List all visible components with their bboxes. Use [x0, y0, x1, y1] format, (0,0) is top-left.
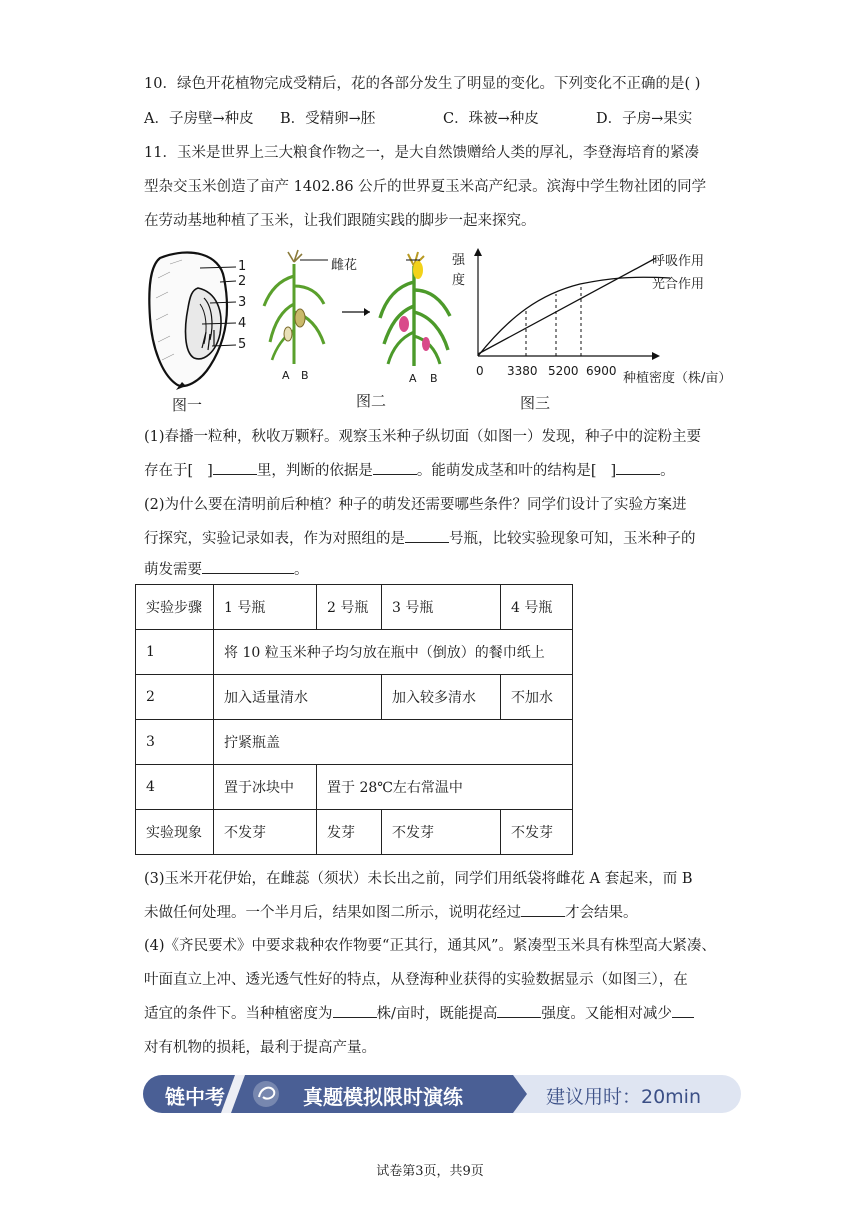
fig1-label-5: 5: [238, 337, 247, 352]
table-row: [136, 675, 573, 720]
fig1-label-4: 4: [238, 316, 247, 331]
fig3-curve-respiration: 呼吸作用: [652, 254, 705, 269]
p1-text-a: 存在于[: [144, 463, 194, 479]
table-cell: 不加水: [501, 675, 573, 720]
q10-option-b: B．受精卵→胚: [280, 111, 376, 127]
p4-blank-2[interactable]: [497, 1017, 541, 1018]
experiment-table: [135, 584, 573, 855]
table-cell: 置于 28℃左右常温中: [317, 765, 573, 810]
table-row: [136, 585, 573, 630]
p4-line-2: 叶面直立上冲、透光透气性好的特点，从登海种业获得的实验数据显示（如图三），在: [144, 972, 688, 988]
fig1-label-2: 2: [238, 274, 247, 289]
table-cell: 不发芽: [501, 810, 573, 855]
table-cell: 4: [136, 765, 214, 810]
table-cell: 加入较多清水: [382, 675, 501, 720]
table-cell: 不发芽: [214, 810, 317, 855]
fig2-label-a-left: A: [282, 369, 290, 382]
q10-option-c: C．珠被→种皮: [443, 111, 539, 127]
p4-line-4: 对有机物的损耗，最利于提高产量。: [144, 1040, 376, 1056]
table-cell: 不发芽: [382, 810, 501, 855]
q11-intro-line-2: 型杂交玉米创造了亩产 1402.86 公斤的世界夏玉米高产纪录。滨海中学生物社团的同学: [144, 179, 707, 195]
q10-stem: 10．绿色开花植物完成受精后，花的各部分发生了明显的变化。下列变化不正确的是( ): [144, 76, 701, 92]
fig2-flower-label: 雌花: [331, 258, 358, 273]
fig3-origin: 0: [476, 364, 484, 378]
p2-blank-1[interactable]: [405, 542, 449, 543]
p3-line-1: (3)玉米开花伊始，在雌蕊（须状）未长出之前，同学们用纸袋将雌花 A 套起来，而 B: [144, 871, 693, 887]
p1-text-e: ]: [610, 463, 617, 479]
banner-right-text: 建议用时：20min: [546, 1086, 702, 1108]
fig3-ylabel-1: 强: [452, 253, 466, 268]
p3-text-b: 才会结果。: [565, 905, 638, 921]
p4-blank-3[interactable]: [672, 1017, 694, 1018]
table-cell: 2 号瓶: [317, 585, 382, 630]
p2-text-a: 行探究，实验记录如表，作为对照组的是: [144, 531, 405, 547]
p1-text-d: 。能萌发成茎和叶的结构是[: [416, 463, 597, 479]
fig3-xlabel: 种植密度（株/亩）: [623, 371, 732, 386]
table-row: [136, 630, 573, 675]
fig2-caption: 图二: [356, 392, 387, 410]
p3-line-2: [144, 901, 638, 922]
fig3-tick-3380: 3380: [507, 364, 538, 378]
p2-line-2: [144, 527, 696, 548]
fig2-label-a-right: A: [409, 372, 417, 385]
banner-left-text: 链中考: [165, 1085, 225, 1109]
p3-blank-1[interactable]: [521, 916, 565, 917]
table-cell: 4 号瓶: [501, 585, 573, 630]
q11-intro-line-3: 在劳动基地种植了玉米，让我们跟随实践的脚步一起来探究。: [144, 213, 536, 229]
q10-option-a: A．子房壁→种皮: [144, 111, 254, 127]
p3-text-a: 未做任何处理。一个半月后，结果如图二所示，说明花经过: [144, 905, 521, 921]
fig2-label-b-left: B: [301, 369, 309, 382]
fig1-label-1: 1: [238, 259, 247, 274]
table-cell: 1: [136, 630, 214, 675]
p2-text-c: 萌发需要: [144, 562, 202, 578]
p1-text-f: 。: [660, 463, 675, 479]
table-cell: 1 号瓶: [214, 585, 317, 630]
fig1-label-3: 3: [238, 295, 247, 310]
table-row: [136, 765, 573, 810]
table-row: [136, 810, 573, 855]
p2-line-1: (2)为什么要在清明前后种植？种子的萌发还需要哪些条件？同学们设计了实验方案进: [144, 497, 687, 513]
table-cell: 实验现象: [136, 810, 214, 855]
fig3-ylabel-2: 度: [452, 273, 466, 288]
p2-line-3: [144, 558, 309, 579]
fig3-caption: 图三: [520, 394, 551, 412]
p1-line-2: [144, 459, 675, 480]
table-cell: 3: [136, 720, 214, 765]
table-cell: 实验步骤: [136, 585, 214, 630]
fig3-tick-6900: 6900: [586, 364, 617, 378]
p4-text-a: 适宜的条件下。当种植密度为: [144, 1006, 333, 1022]
p2-blank-2[interactable]: [202, 573, 294, 574]
p1-blank-1[interactable]: [213, 474, 257, 475]
fig3-tick-5200: 5200: [548, 364, 579, 378]
table-cell: 发芽: [317, 810, 382, 855]
p4-blank-1[interactable]: [333, 1017, 377, 1018]
table-cell: 3 号瓶: [382, 585, 501, 630]
table-cell: 加入适量清水: [214, 675, 382, 720]
p1-blank-3[interactable]: [616, 474, 660, 475]
table-cell: 拧紧瓶盖: [214, 720, 573, 765]
p4-text-b: 株/亩时，既能提高: [376, 1006, 498, 1022]
table-cell: 置于冰块中: [214, 765, 317, 810]
p4-text-c: 强度。又能相对减少: [541, 1006, 672, 1022]
p2-text-d: 。: [294, 562, 309, 578]
fig2-label-b-right: B: [430, 372, 438, 385]
p2-text-b: 号瓶，比较实验现象可知，玉米种子的: [449, 531, 696, 547]
q11-intro-line-1: 11．玉米是世界上三大粮食作物之一，是大自然馈赠给人类的厚礼，李登海培育的紧凑: [144, 145, 699, 161]
p4-line-3: [144, 1002, 694, 1023]
table-cell: 将 10 粒玉米种子均匀放在瓶中（倒放）的餐巾纸上: [214, 630, 573, 675]
table-row: [136, 720, 573, 765]
p1-text-c: 里，判断的依据是: [256, 463, 373, 479]
p4-line-1: (4)《齐民要术》中要求栽种农作物要“正其行，通其风”。紧凑型玉米具有株型高大紧凑、: [144, 938, 716, 954]
banner-middle-text: 真题模拟限时演练: [303, 1085, 463, 1109]
table-cell: 2: [136, 675, 214, 720]
p1-line-1: (1)春播一粒种，秋收万颗籽。观察玉米种子纵切面（如图一）发现，种子中的淀粉主要: [144, 429, 702, 445]
fig3-curve-photosynthesis: 光合作用: [652, 277, 705, 292]
p1-text-b: ]: [207, 463, 213, 479]
page-footer: 试卷第3页，共9页: [376, 1164, 484, 1179]
fig1-caption: 图一: [172, 396, 203, 414]
p1-blank-2[interactable]: [373, 474, 417, 475]
q10-option-d: D．子房→果实: [596, 111, 693, 127]
